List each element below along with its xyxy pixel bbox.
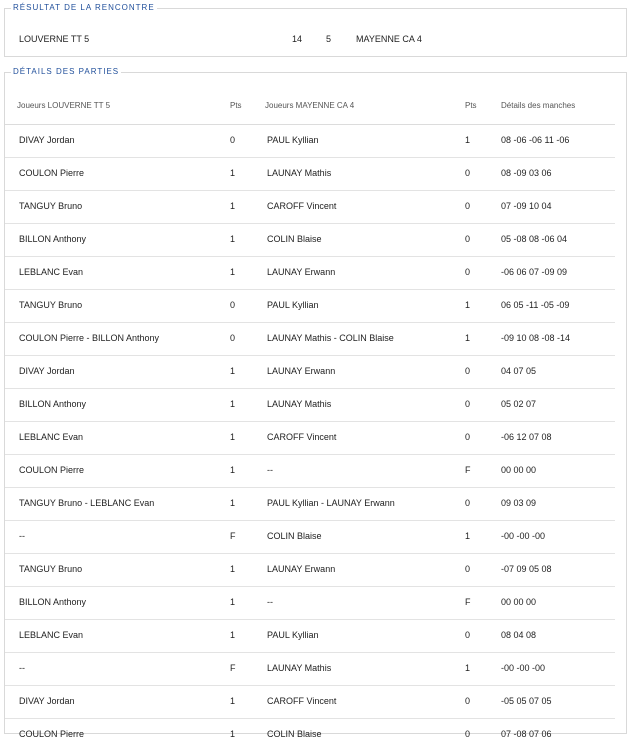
home-player: BILLON Anthony [19,234,87,244]
table-row [5,718,615,751]
home-player: LEBLANC Evan [19,432,84,442]
home-score: 14 [292,34,303,44]
home-player: DIVAY Jordan [19,135,75,145]
home-points: 1 [230,465,236,475]
sets-detail: 08 -06 -06 11 -06 [501,135,570,145]
home-team: LOUVERNE TT 5 [19,34,90,44]
away-player: LAUNAY Mathis - COLIN Blaise [267,333,394,343]
home-player: COULON Pierre [19,729,85,739]
sets-detail: 07 -08 07 06 [501,729,552,739]
details-title: DÉTAILS DES PARTIES [13,67,120,76]
table-row [5,355,615,388]
table-row [5,190,615,223]
result-panel [4,3,627,57]
table-row [5,586,615,619]
table-header [5,95,626,125]
table-row [5,619,615,652]
home-player: TANGUY Bruno [19,300,83,310]
away-points: 0 [465,729,471,739]
home-player: -- [19,663,25,673]
away-player: PAUL Kyllian - LAUNAY Erwann [267,498,395,508]
away-player: LAUNAY Erwann [267,267,336,277]
header-sets: Détails des manches [501,101,576,110]
away-player: LAUNAY Mathis [267,399,332,409]
home-player: LEBLANC Evan [19,267,84,277]
sets-detail: 09 03 09 [501,498,537,508]
home-points: 1 [230,168,236,178]
table-row [5,223,615,256]
away-points: 0 [465,168,471,178]
away-points: 0 [465,267,471,277]
table-row [5,685,615,718]
home-points: 1 [230,729,236,739]
sets-detail: 06 05 -11 -05 -09 [501,300,570,310]
away-points: 0 [465,564,471,574]
away-points: F [465,597,471,607]
home-points: 0 [230,333,236,343]
home-player: -- [19,531,25,541]
away-points: 0 [465,696,471,706]
details-panel [4,67,627,739]
away-player: LAUNAY Erwann [267,564,336,574]
away-points: 1 [465,531,471,541]
sets-detail: 08 -09 03 06 [501,168,552,178]
home-points: 1 [230,432,236,442]
away-player: LAUNAY Mathis [267,663,332,673]
sets-detail: -00 -00 -00 [501,531,546,541]
away-player: COLIN Blaise [267,531,322,541]
table-row [5,454,615,487]
sets-detail: -07 09 05 08 [501,564,552,574]
table-row [5,124,615,157]
home-player: BILLON Anthony [19,399,87,409]
sets-detail: 08 04 08 [501,630,537,640]
home-points: 1 [230,234,236,244]
home-points: 0 [230,135,236,145]
table-row [5,322,615,355]
away-points: 1 [465,135,471,145]
home-points: 1 [230,498,236,508]
table-row [5,289,615,322]
away-points: 0 [465,630,471,640]
sets-detail: 00 00 00 [501,465,537,475]
result-title: RÉSULTAT DE LA RENCONTRE [13,3,155,12]
away-team: MAYENNE CA 4 [356,34,422,44]
away-points: 1 [465,300,471,310]
home-player: TANGUY Bruno [19,201,83,211]
away-points: 0 [465,201,471,211]
away-player: COLIN Blaise [267,234,322,244]
sets-detail: 04 07 05 [501,366,537,376]
match-table-body [5,124,615,751]
table-row [5,520,615,553]
away-player: -- [267,597,273,607]
table-row [5,256,615,289]
away-points: 0 [465,399,471,409]
away-player: CAROFF Vincent [267,696,337,706]
sets-detail: 05 -08 08 -06 04 [501,234,568,244]
table-row [5,553,615,586]
home-points: F [230,663,236,673]
home-points: 0 [230,300,236,310]
table-row [5,652,615,685]
sets-detail: 00 00 00 [501,597,537,607]
home-points: 1 [230,267,236,277]
home-player: DIVAY Jordan [19,696,75,706]
home-player: DIVAY Jordan [19,366,75,376]
away-points: 0 [465,366,471,376]
away-player: COLIN Blaise [267,729,322,739]
sets-detail: 07 -09 10 04 [501,201,552,211]
away-player: PAUL Kyllian [267,630,319,640]
sets-detail: 05 02 07 [501,399,537,409]
home-player: TANGUY Bruno [19,564,83,574]
home-points: 1 [230,201,236,211]
home-points: 1 [230,597,236,607]
sets-detail: -00 -00 -00 [501,663,546,673]
header-home-players: Joueurs LOUVERNE TT 5 [17,101,111,110]
home-points: 1 [230,696,236,706]
home-player: TANGUY Bruno - LEBLANC Evan [19,498,155,508]
away-points: 1 [465,333,471,343]
home-player: COULON Pierre - BILLON Anthony [19,333,160,343]
table-row [5,388,615,421]
home-points: F [230,531,236,541]
home-player: COULON Pierre [19,168,85,178]
away-player: -- [267,465,273,475]
away-player: CAROFF Vincent [267,432,337,442]
home-points: 1 [230,564,236,574]
away-points: 1 [465,663,471,673]
table-row [5,421,615,454]
away-score: 5 [326,34,332,44]
sets-detail: -06 12 07 08 [501,432,552,442]
header-away-players: Joueurs MAYENNE CA 4 [265,101,355,110]
home-player: COULON Pierre [19,465,85,475]
away-player: CAROFF Vincent [267,201,337,211]
away-player: PAUL Kyllian [267,135,319,145]
away-points: F [465,465,471,475]
table-row [5,487,615,520]
away-points: 0 [465,432,471,442]
table-row [5,157,615,190]
header-home-pts: Pts [230,101,242,110]
away-player: PAUL Kyllian [267,300,319,310]
header-away-pts: Pts [465,101,477,110]
away-player: LAUNAY Erwann [267,366,336,376]
away-player: LAUNAY Mathis [267,168,332,178]
sets-detail: -09 10 08 -08 -14 [501,333,571,343]
home-points: 1 [230,366,236,376]
sets-detail: -06 06 07 -09 09 [501,267,568,277]
home-points: 1 [230,630,236,640]
away-points: 0 [465,498,471,508]
home-player: BILLON Anthony [19,597,87,607]
away-points: 0 [465,234,471,244]
home-points: 1 [230,399,236,409]
sets-detail: -05 05 07 05 [501,696,552,706]
home-player: LEBLANC Evan [19,630,84,640]
